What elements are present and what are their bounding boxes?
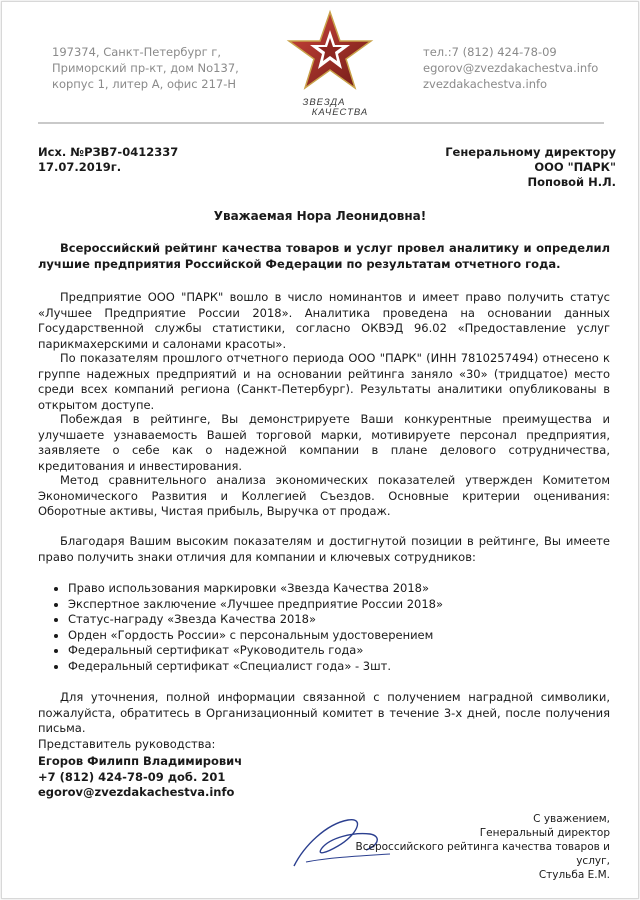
star-logo-icon	[280, 8, 380, 96]
addressee-block	[420, 145, 616, 190]
closing-text: Для уточнения, полной информации связанной с получением наградной символики, пожалуйста, обратитесь в Организационный комитет в течение 3-х дней, после получения письма.	[38, 690, 610, 735]
address-line: 197374, Санкт-Петербург г,	[52, 45, 221, 59]
intro-paragraph: Всероссийский рейтинг качества товаров и услуг провел аналитику и определил лучшие предприятия Российской Федерации по результатам отчетного года.	[38, 241, 610, 271]
representative-phone: +7 (812) 424-78-09 доб. 201	[38, 769, 226, 784]
logo-text-line2: КАЧЕСТВА	[311, 107, 369, 118]
list-item: • Федеральный сертификат «Специалист года» - 3шт.	[68, 659, 608, 675]
address-line: Приморский пр-кт, дом No137,	[52, 61, 239, 75]
representative-name: Егоров Филипп Владимирович	[38, 754, 243, 768]
awards-list	[38, 581, 608, 674]
list-item: • Экспертное заключение «Лучшее предприятие России 2018»	[68, 597, 608, 613]
body-paragraph: Метод сравнительного анализа экономических показателей утвержден Комитетом Экономического Развития и Коллегией Съездов. Основные критерии оценивания: Оборотные активы, Чистая прибыль, Выручка от продаж.	[38, 473, 610, 518]
body-paragraph: Побеждая в рейтинге, Вы демонстрируете Ваши конкурентные преимущества и улучшаете узнаваемость Вашей торговой марки, мотивируете персонал предприятия, заявляете о себе как о надежной компании в плане делового сотрудничества, кредитования и инвестирования.	[38, 412, 610, 473]
body-paragraph: По показателям прошлого отчетного периода ООО "ПАРК" (ИНН 7810257494) отнесено к группе надежных предприятий и на основании рейтинга заняло «30» (тридцатое) место среди всех компаний региона (Санкт-Петербург). Результаты аналитики опубликованы в открытом доступе.	[38, 351, 610, 412]
signoff-block	[340, 812, 610, 882]
signoff-line: С уважением,	[533, 813, 610, 825]
list-item: • Федеральный сертификат «Руководитель года»	[68, 643, 608, 659]
contact-website[interactable]: zvezdakachestva.info	[423, 77, 548, 91]
reference-number: Исх. №РЗВ7-0412337	[38, 145, 179, 159]
addressee-line: ООО "ПАРК"	[534, 160, 616, 174]
representative-label: Представитель руководства:	[38, 736, 216, 751]
contact-email[interactable]: egorov@zvezdakachestva.info	[423, 61, 599, 75]
company-logo	[280, 8, 380, 116]
body-paragraph: Благодаря Вашим высоким показателям и достигнутой позиции в рейтинге, Вы имеете право получить знаки отличия для компании и ключевых сотрудников:	[38, 534, 610, 564]
body-paragraph: Предприятие ООО "ПАРК" вошло в число номинантов и имеет право получить статус «Лучшее Предприятие России 2018». Аналитика проведена на основании данных Государственной службы статистики, согласно ОКВЭД 96.02 «Предоставление услуг парикмахерскими и салонами красоты».	[38, 290, 610, 351]
contact-phone: тел.:7 (812) 424-78-09	[423, 45, 557, 59]
signoff-name: Стульба Е.М.	[538, 869, 610, 881]
addressee-line: Генеральному директору	[445, 145, 616, 159]
signoff-line: Всероссийского рейтинга качества товаров и услуг,	[355, 841, 610, 867]
list-item: • Право использования маркировки «Звезда Качества 2018»	[68, 581, 608, 597]
greeting: Уважаемая Нора Леонидовна!	[213, 209, 427, 223]
header-divider	[38, 122, 604, 124]
sender-contacts	[423, 44, 628, 92]
representative-contact	[38, 754, 242, 801]
list-item: • Статус-награду «Звезда Качества 2018»	[68, 612, 608, 628]
reference-date: 17.07.2019г.	[38, 160, 122, 174]
closing-paragraph	[38, 690, 610, 752]
address-line: корпус 1, литер А, офис 217-Н	[52, 77, 237, 91]
outgoing-reference	[38, 145, 178, 175]
representative-email[interactable]: egorov@zvezdakachestva.info	[38, 785, 235, 799]
signoff-line: Генеральный директор	[479, 827, 610, 839]
addressee-line: Поповой Н.Л.	[527, 175, 616, 189]
sender-address	[52, 44, 272, 92]
logo-text-line1: ЗВЕЗДА	[302, 97, 346, 108]
list-item: • Орден «Гордость России» с персональным удостоверением	[68, 628, 608, 644]
